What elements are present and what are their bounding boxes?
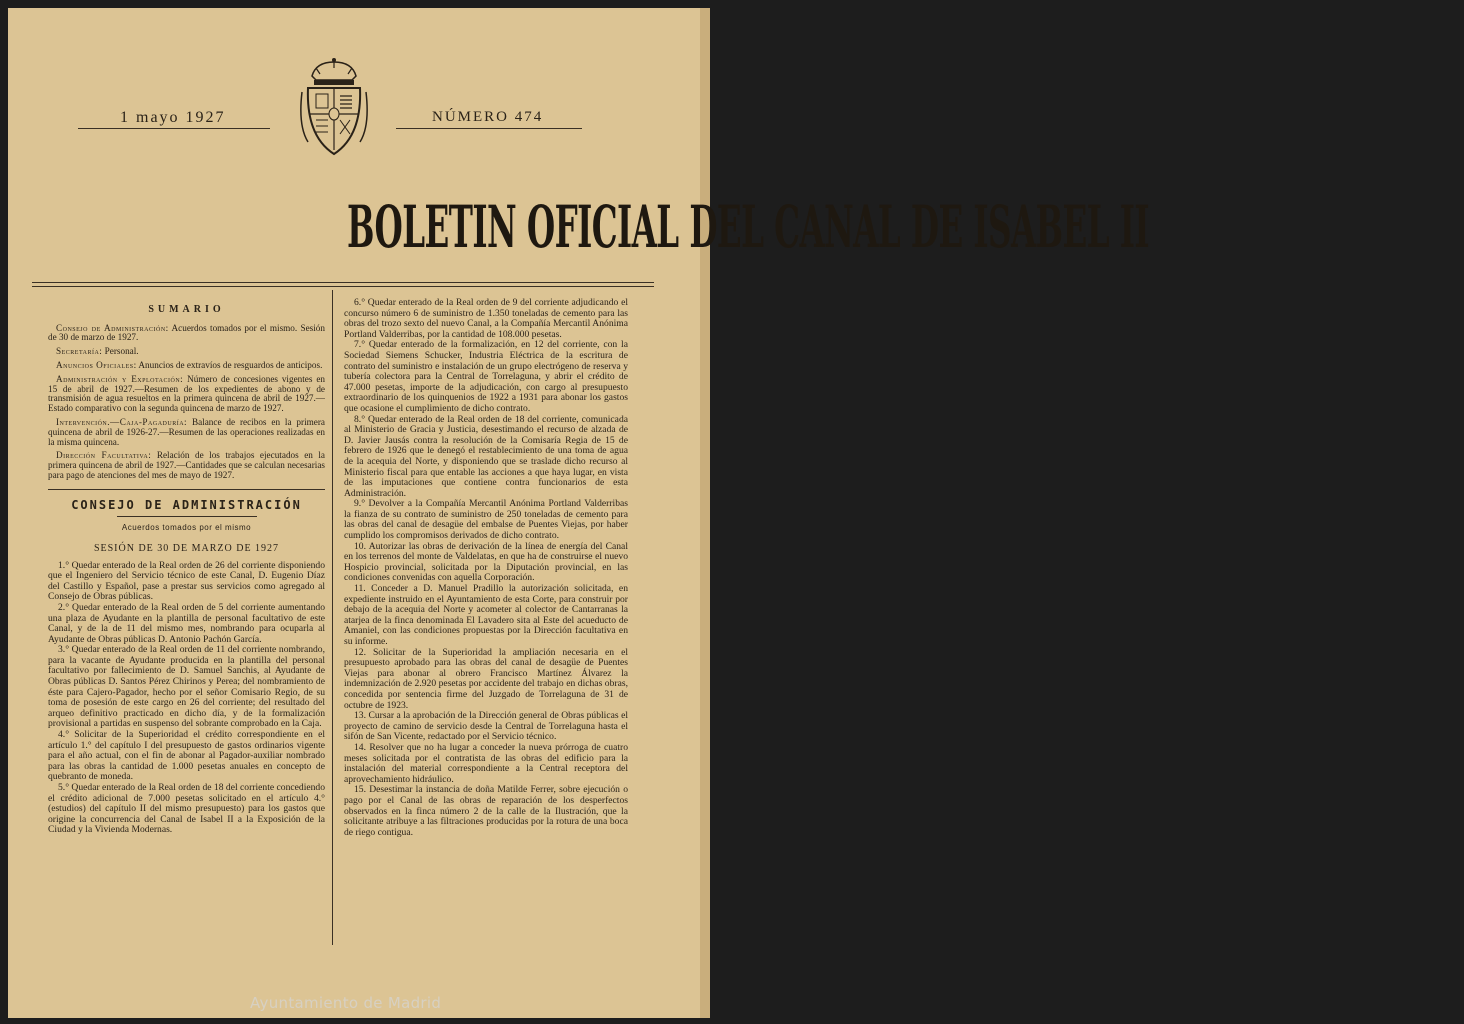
agreement-paragraph: 2.° Quedar enterado de la Real orden de 5 del corriente aumentando una plaza de Ayudante en la plantilla de personal facultativo de este Canal, y de la de 11 del mismo mes, nombrando para ocuparla al Ayudante de Obras públicas D. Antonio Pachón García. <box>48 601 325 645</box>
column-divider <box>332 290 333 945</box>
issue-number: NÚMERO 474 <box>432 109 544 125</box>
agreement-paragraph: 13. Cursar a la aprobación de la Dirección general de Obras públicas el proyecto de camino de servicio desde la Central de Torrelaguna hasta el sifón de San Vicente, redactado por el Servicio técnico. <box>344 710 628 743</box>
left-column <box>48 298 325 836</box>
number-underline <box>396 128 582 129</box>
sumario-item-label: Dirección Facultativa: <box>56 450 152 461</box>
agreement-paragraph: 4.° Solicitar de la Superioridad el crédito correspondiente en el artículo 1.° del capítulo I del presupuesto de gastos ordinarios vigente para el año actual, con el fin de abonar al Pagador-auxiliar nombrado para las obras la cantidad de 1.000 pesetas anuales en concepto de quebranto de moneda. <box>48 729 325 783</box>
agreement-paragraph: 10. Autorizar las obras de derivación de la línea de energía del Canal en los terrenos del monte de Valdelatas, en que ha de construirse el nuevo Hospicio provincial, solicitada por la Diputación provincial, en las condiciones convenidas con aquella Corporación. <box>344 540 628 584</box>
sumario-item-text: Acuerdos tomados por el mismo. Sesión de 30 de marzo de 1927. <box>48 322 325 343</box>
agreement-paragraph: 15. Desestimar la instancia de doña Matilde Ferrer, sobre ejecución o pago por el Canal de las obras de reparación de los desperfectos observados en la finca número 2 de la calle de la Ilustración, que la solicitante atribuye a las filtraciones producidas por la rotura de una boca de riego contigua. <box>344 784 628 838</box>
newspaper-page <box>8 8 1149 1018</box>
issue-date: 1 mayo 1927 <box>120 109 226 126</box>
agreement-paragraph: 8.° Quedar enterado de la Real orden de 18 del corriente, comunicada al Ministerio de Gracia y Justicia, desestimando el recurso de alzada de D. Javier Jausás contra la resolución de la Comisaría Regia de 15 de febrero de 1926 que le denegó el restablecimiento de una toma de agua de la acequia del Norte, y disponiendo que se traslade dicho recurso al Ministerio fiscal para que entable las acciones a que haya lugar, en vista de las imputaciones que contiene contra funcionarios de esta Administración. <box>344 413 628 499</box>
coat-of-arms-icon <box>294 56 374 160</box>
sumario-item-label: Administración y Explotación: <box>56 373 184 384</box>
consejo-subheading: Acuerdos tomados por el mismo <box>121 523 252 533</box>
agreement-paragraph: 1.° Quedar enterado de la Real orden de 26 del corriente disponiendo que el Ingeniero del Servicio técnico de este Canal, D. Eugenio Díaz del Castillo y Español, pase a prestar sus servicios como agregado al Consejo de Obras públicas. <box>48 559 325 603</box>
agreement-paragraph: 9.° Devolver a la Compañía Mercantil Anónima Portland Valderribas la fianza de su contrato de suministro de 250 toneladas de cemento para las obras del canal de desagüe del embalse de Puentes Viejas, por haber cumplido los compromisos derivados de dicho contrato. <box>344 498 628 542</box>
sumario-item-label: Anuncios Oficiales: <box>56 359 137 370</box>
sumario-item <box>48 451 325 480</box>
sumario-item <box>48 347 325 357</box>
right-column <box>344 298 628 838</box>
sumario-item-label: Consejo de Administración: <box>56 322 169 333</box>
sumario-item-label: Secretaría: <box>56 346 103 357</box>
sumario-heading: SUMARIO <box>148 304 225 315</box>
masthead-title-text: BOLETIN OFICIAL DEL CANAL DE ISABEL II <box>347 193 1149 261</box>
agreement-paragraph: 11. Conceder a D. Manuel Pradillo la autorización solicitada, en expediente instruido en el Ayuntamiento de esta Corte, para construir por debajo de la acequia del Norte y acometer al colector de Cantarranas la atarjea de la finca denominada El Lavadero sita al Este del acueducto de Amaniel, con las condiciones propuestas por la Dirección facultativa en su informe. <box>344 583 628 647</box>
sumario-item-text: Balance de recibos en la primera quincena de abril de 1926-27.—Resumen de las operaciones realizadas en la misma quincena. <box>48 416 325 447</box>
masthead-rule-top <box>32 282 654 283</box>
section-divider <box>48 489 325 490</box>
sumario-item-text: Relación de los trabajos ejecutados en la primera quincena de abril de 1927.—Cantidades que se calculan necesarias para pago de atenciones del mes de mayo de 1927. <box>48 450 325 480</box>
heading-rule <box>117 516 257 517</box>
agreement-paragraph: 14. Resolver que no ha lugar a conceder la nueva prórroga de cuatro meses solicitada por el contratista de las obras del edificio para la instalación del material correspondiente a la Central receptora del aprovechamiento hidráulico. <box>344 741 628 785</box>
page-edge <box>700 8 710 1018</box>
sumario-item-text: Anuncios de extravíos de resguardos de anticipos. <box>136 359 323 370</box>
agreement-paragraph: 12. Solicitar de la Superioridad la ampliación necesaria en el presupuesto aprobado para las obras del canal de desagüe de Puentes Viejas para abonar al obrero Francisco Martínez Álvarez la indemnización de 2.920 pesetas por accidente del trabajo en dichas obras, concedida por sentencia firme del Juzgado de Torrelaguna de 31 de octubre de 1923. <box>344 646 628 711</box>
sumario-item <box>48 418 325 447</box>
session-date: SESIÓN DE 30 DE MARZO DE 1927 <box>93 542 280 554</box>
watermark-text: Ayuntamiento de Madrid <box>250 994 442 1012</box>
sumario-item <box>48 361 325 371</box>
sumario-item <box>48 375 325 414</box>
sumario-item-text: Número de concesiones vigentes en 15 de abril de 1927.—Resumen de los expedientes de abono y de transmisión de agua resueltos en la primera quincena de abril de 1927.—Estado comparativo con la segunda quincena de marzo de 1927. <box>48 373 325 414</box>
agreement-paragraph: 6.° Quedar enterado de la Real orden de 9 del corriente adjudicando el concurso número 6 de suministro de 1.350 toneladas de cemento para las obras del trozo sexto del nuevo Canal, a la Compañía Mercantil Anónima Portland Valderribas, por la cantidad de 108.000 pesetas. <box>344 297 628 340</box>
agreement-paragraph: 7.° Quedar enterado de la formalización, en 12 del corriente, con la Sociedad Siemens Schucker, Industria Eléctrica de la escritura de contrato del suministro e instalación de un grupo electrógeno de reserva y tubería colectora para la Central de Torrelaguna, y abrir el crédito de 47.000 pesetas, importe de la adjudicación, con cargo al presupuesto extraordinario de los quinquenios de 1922 a 1931 para abonar los gastos que ocasione el cumplimiento de dicho contrato. <box>344 339 628 414</box>
agreement-paragraph: 5.° Quedar enterado de la Real orden de 18 del corriente concediendo el crédito adicional de 7.000 pesetas solicitado en el artículo 4.° (estudios) del capítulo II del mismo presupuesto) para los gastos que origine la concurrencia del Canal de Isabel II a la Exposición de la Ciudad y la Vivienda Modernas. <box>48 782 326 836</box>
sumario-item <box>48 324 325 344</box>
sumario-item-label: Intervención.—Caja-Pagaduría: <box>56 416 188 427</box>
agreement-paragraph: 3.° Quedar enterado de la Real orden de 11 del corriente nombrando, para la vacante de Ayudante producida en la plantilla del personal facultativo por fallecimiento de D. Samuel Sanchis, al Ayudante de Obras públicas D. Santos Pérez Chirinos y Perea; del nombramiento de éste para Cajero-Pagador, hecho por el señor Comisario Regio, de su toma de posesión de este cargo en 26 del corriente; del resultado del arqueo definitivo practicado en dicho día, y de la formalización provisional a partidas en suspenso del sobrante comprobado en la Caja. <box>48 644 325 730</box>
masthead-title <box>32 193 1149 283</box>
masthead-rule-bottom <box>32 286 654 287</box>
sumario-item-text: Personal. <box>102 346 139 357</box>
date-underline <box>78 128 270 129</box>
consejo-heading: CONSEJO DE ADMINISTRACIÓN <box>71 497 302 512</box>
